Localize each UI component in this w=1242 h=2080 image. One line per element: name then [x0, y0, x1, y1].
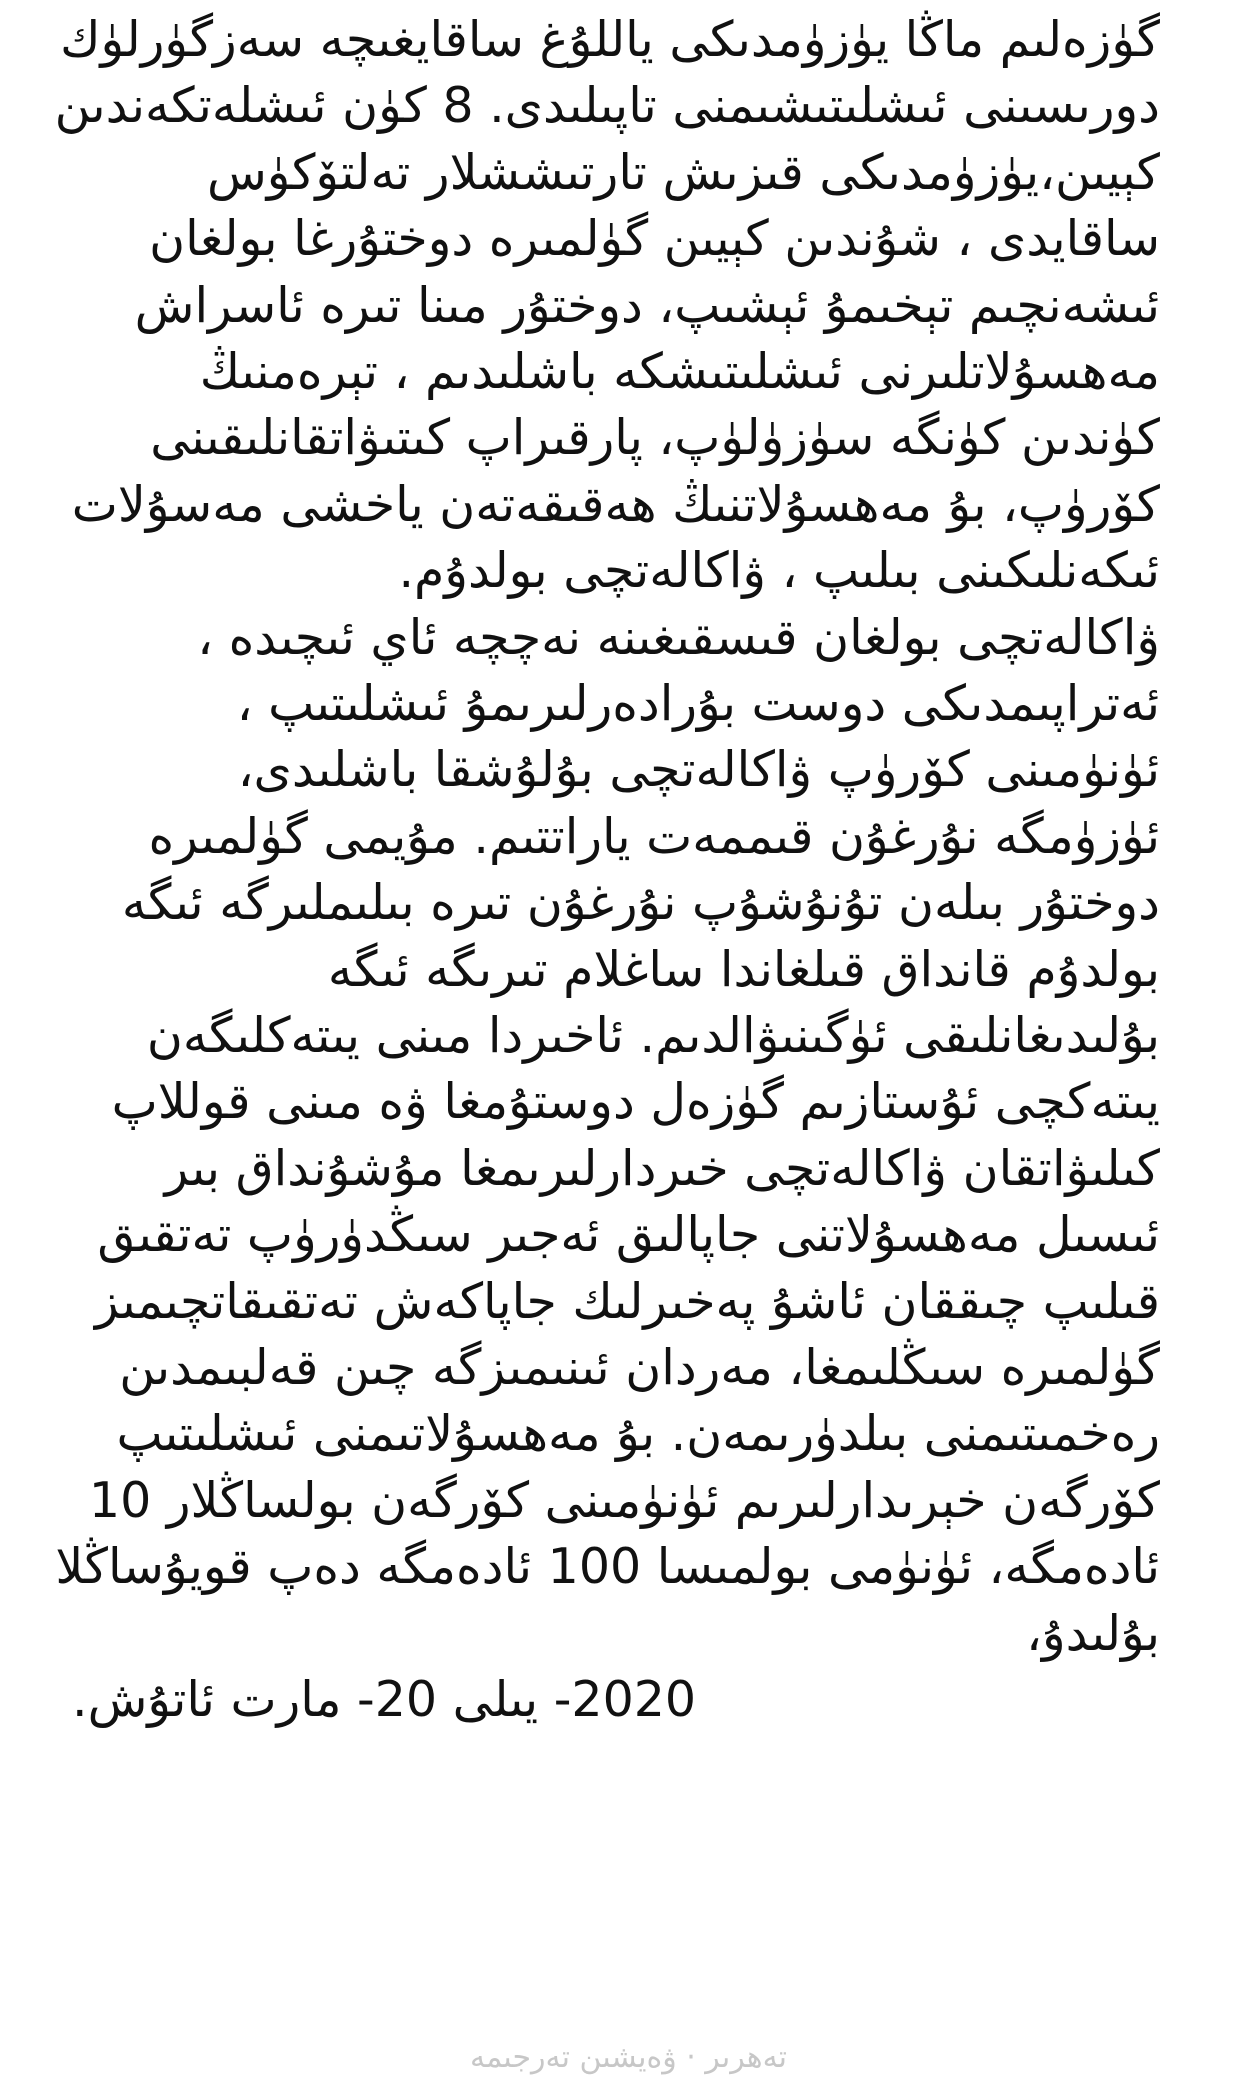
- article-line: بۇلىدۇ،: [1026, 1604, 1160, 1662]
- article-line: دوختۇر بىلەن تۇنۇشۇپ نۇرغۇن تىرە بىلىملىرگە ئىگە: [121, 874, 1160, 932]
- article-line: ئىسىل مەھسۇلاتنى جاپالىق ئەجىر سىڭدۈرۈپ تەتقىق: [97, 1206, 1160, 1264]
- article-line: كىلىۋاتقان ۋاكالەتچى خىردارلىرىمغا مۇشۇنداق بىر: [164, 1139, 1160, 1197]
- article-line: قىلىپ چىققان ئاشۇ پەخىرلىك جاپاكەش تەتقىقاتچىمىز: [95, 1272, 1160, 1330]
- article-line: بولدۇم قانداق قىلغاندا ساغلام تىرىگە ئىگە: [327, 940, 1160, 998]
- article-line: ئۈزۈمگە نۇرغۇن قىممەت ياراتتىم. مۇيمى گۈلمىرە: [148, 807, 1160, 865]
- article-line: ئىكەنلىكىنى بىلىپ ، ۋاكالەتچى بولدۇم.: [398, 542, 1160, 600]
- article-line: گۈزەلىم ماڭا يۈزۈمدىكى ياللۇغ ساقايغىچە سەزگۈرلۈك: [60, 11, 1160, 68]
- article-line: گۈلمىرە سىڭلىمغا، مەردان ئىنىمىزگە چىن قەلبىمدىن: [119, 1339, 1160, 1396]
- article-line: ئادەمگە، ئۈنۈمى بولمىسا 100 ئادەمگە دەپ قويۇساڭلا: [55, 1538, 1160, 1596]
- footer-faded-text: تەھرىر · ۋەيشىن تەرجىمە: [470, 2040, 788, 2075]
- article-line: رەخمىتىمنى بىلدۈرىمەن. بۇ مەھسۇلاتىمنى ئىشلىتىپ: [116, 1405, 1160, 1463]
- article-line: كۈندىن كۈنگە سۈزۈلۈپ، پارقىراپ كىتىۋاتقانلىقىنى: [150, 409, 1160, 467]
- article-line: ۋاكالەتچى بولغان قىسقىغىنە نەچچە ئاي ئىچىدە ،: [197, 608, 1160, 666]
- article-line: كېيىن،يۈزۈمدىكى قىزىش تارتىششلار تەلتۆكۈس: [206, 143, 1160, 201]
- article-line: ئىشەنچىم تېخىمۇ ئېشىپ، دوختۇر مىنا تىرە ئاسراش: [134, 276, 1160, 334]
- article-line: مەھسۇلاتلىرنى ئىشلىتىشكە باشلىدىم ، تېرەمنىڭ: [199, 343, 1160, 400]
- article-line: بۇلىدىغانلىقى ئۈگىنىۋالدىم. ئاخىردا مىنى يىتەكلىگەن: [146, 1007, 1160, 1064]
- article-line: ساقايدى ، شۇندىن كېيىن گۈلمىرە دوختۇرغا بولغان: [149, 210, 1160, 268]
- article-line: دورىسىنى ئىشلىتىشىمنى تاپىلىدى. 8 كۈن ئىشلەتكەندىن: [54, 77, 1160, 135]
- article-line: كۆرگەن خېرىدارلىرىم ئۈنۈمىنى كۆرگەن بولساڭلار 10: [88, 1471, 1160, 1529]
- article-line: يىتەكچى ئۇستازىم گۈزەل دوستۇمغا ۋە مىنى قوللاپ: [111, 1073, 1160, 1131]
- article-line: 2020- يىلى 20- مارت ئاتۇش.: [72, 1671, 697, 1728]
- article-line: ئۈنۈمىنى كۆرۈپ ۋاكالەتچى بۇلۇشقا باشلىدى،: [237, 741, 1160, 799]
- article-line: ئەتراپىمدىكى دوست بۇرادەرلىرىمۇ ئىشلىتىپ ،: [236, 675, 1160, 732]
- article-line: كۆرۈپ، بۇ مەھسۇلاتنىڭ ھەقىقەتەن ياخشى مەسۇلات: [71, 475, 1160, 533]
